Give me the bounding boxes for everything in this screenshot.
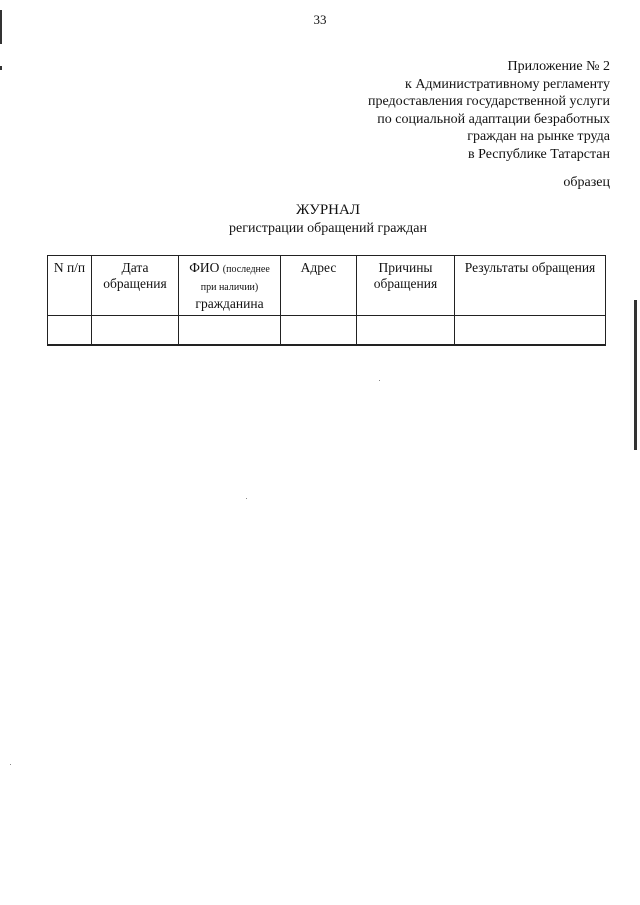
appendix-line: граждан на рынке труда bbox=[467, 129, 610, 145]
table-cell bbox=[179, 316, 281, 346]
fio-note: (последнее при наличии) bbox=[200, 264, 270, 293]
appendix-line: Приложение № 2 bbox=[507, 59, 610, 74]
appendix-line: по социальной адаптации безработных bbox=[377, 111, 610, 127]
page-number: 33 bbox=[313, 12, 327, 27]
table-row bbox=[48, 316, 606, 346]
fio-label: ФИО bbox=[189, 260, 220, 275]
table-cell bbox=[92, 316, 179, 346]
table-header-row bbox=[48, 256, 606, 316]
table-cell bbox=[357, 316, 455, 346]
appendix-line: к Административному регламенту bbox=[405, 76, 610, 92]
registration-table bbox=[47, 255, 606, 346]
scan-edge-mark bbox=[634, 300, 637, 450]
journal-subtitle: регистрации обращений граждан bbox=[229, 221, 427, 236]
appendix-block bbox=[310, 58, 610, 164]
table-cell bbox=[455, 316, 606, 346]
column-header-number: N п/п bbox=[48, 256, 92, 316]
journal-title: ЖУРНАЛ bbox=[295, 202, 361, 218]
appendix-line: предоставления государственной услуги bbox=[368, 94, 610, 110]
column-header-reasons: Причины обращения bbox=[357, 256, 455, 316]
column-header-results: Результаты обращения bbox=[455, 256, 606, 316]
column-header-fio bbox=[179, 256, 281, 316]
appendix-line: в Республике Татарстан bbox=[468, 146, 610, 162]
sample-label: образец bbox=[563, 175, 610, 190]
scan-speck bbox=[379, 380, 380, 381]
scan-edge-mark bbox=[0, 66, 2, 70]
table-cell bbox=[281, 316, 357, 346]
fio-tail: гражданина bbox=[195, 296, 264, 311]
table-cell bbox=[48, 316, 92, 346]
column-header-address: Адрес bbox=[281, 256, 357, 316]
scan-speck bbox=[10, 764, 11, 765]
scan-speck bbox=[246, 498, 247, 499]
column-header-date: Дата обращения bbox=[92, 256, 179, 316]
